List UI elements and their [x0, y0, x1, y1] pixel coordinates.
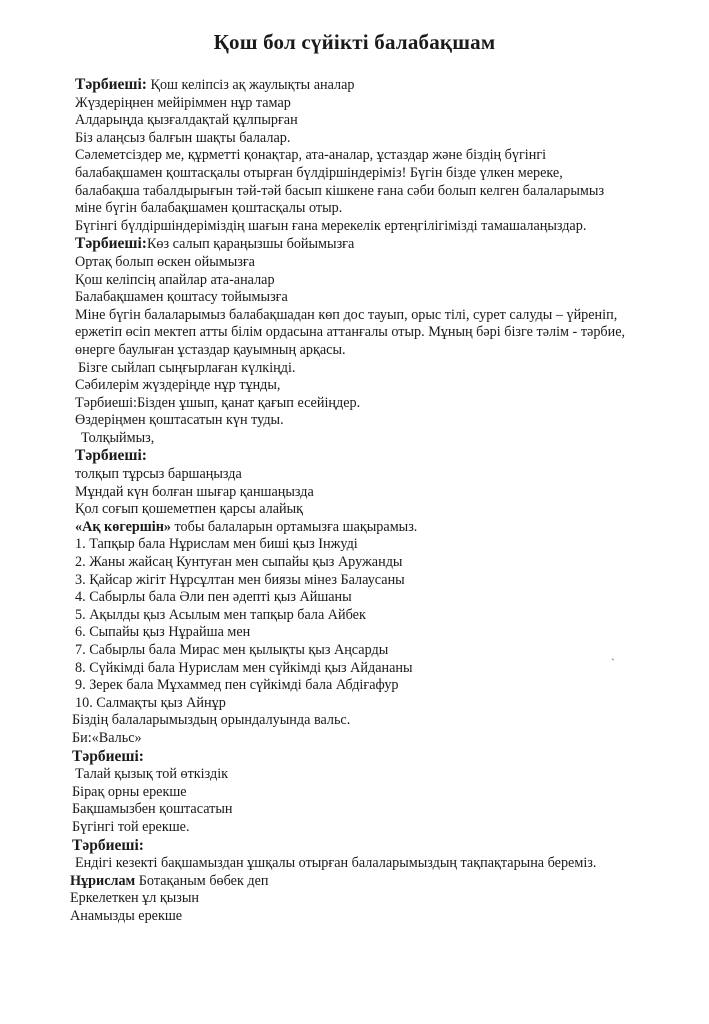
text-line: [75, 289, 695, 307]
line-text: Бірақ орны ерекше: [72, 783, 187, 800]
document-body: [70, 76, 695, 926]
line-text: Өздеріңмен қоштасатын күн туды.: [75, 412, 284, 429]
line-text: Толқыймыз,: [81, 429, 155, 446]
text-line: [72, 730, 695, 748]
line-text: міне бүгін балабақшамен қоштасқалы отыр.: [75, 200, 343, 217]
line-text: 4. Сабырлы бала Әли пен әдепті қыз Айшаны: [75, 589, 352, 606]
line-text: 6. Сыпайы қыз Нұрайша мен: [75, 624, 251, 641]
text-line: [75, 677, 695, 695]
text-line: [75, 660, 695, 678]
text-line: [72, 712, 695, 730]
line-text: Еркелеткен ұл қызын: [70, 890, 200, 907]
line-text: Қош келіпсіз ақ жаулықты аналар: [146, 77, 355, 93]
text-line: [75, 254, 695, 272]
text-line: [75, 642, 695, 660]
line-text: 8. Сүйкімді бала Нурислам мен сүйкімді қыз Айдананы: [75, 659, 413, 676]
speaker-label: Тәрбиеші:: [75, 235, 147, 253]
line-text: өнерге баулыған ұстаздар қауымның арқасы.: [75, 341, 346, 358]
line-text: Талай қызық той өткіздік: [75, 766, 229, 783]
text-line: [75, 360, 695, 378]
bold-text: «Ақ көгершін»: [75, 518, 171, 535]
line-text: Бізге сыйлап сыңғырлаған күлкіңді.: [78, 359, 296, 376]
text-line: [70, 873, 695, 891]
line-text: Ендігі кезекті бақшамыздан ұшқалы отырған балаларымыздың тақпақтарына береміз.: [75, 855, 597, 872]
text-line: [70, 908, 695, 926]
text-line: [75, 324, 695, 342]
text-line: [75, 112, 695, 130]
line-text: балабақша табалдырығын тәй-тәй басып кішкене ғана сәби болып келген балаларымыз: [75, 182, 605, 199]
text-line: [75, 76, 695, 95]
speaker-label: Тәрбиеші:: [72, 747, 144, 765]
text-line: [75, 95, 695, 113]
text-line: [75, 272, 695, 290]
line-text: 9. Зерек бала Мұхаммед пен сүйкімді бала Абдіғафур: [75, 677, 399, 694]
text-line: [75, 412, 695, 430]
text-line: [75, 395, 695, 413]
text-line: [75, 484, 695, 502]
text-line: [75, 235, 695, 254]
text-line: [75, 466, 695, 484]
line-text: Көз салып қараңызшы бойымызға: [146, 236, 355, 253]
text-line: [72, 748, 695, 767]
text-line: [75, 519, 695, 537]
text-line: [72, 784, 695, 802]
speaker-label: Тәрбиеші:: [72, 836, 144, 854]
text-line: [75, 147, 695, 165]
line-text: Мұндай күн болған шығар қаншаңызда: [75, 483, 314, 500]
text-line: [75, 536, 695, 554]
line-text: Балабақшамен қоштасу тойымызға: [75, 289, 288, 306]
text-line: [72, 855, 695, 873]
text-line: [75, 589, 695, 607]
text-line: [72, 837, 695, 856]
line-text: 3. Қайсар жігіт Нұрсұлтан мен биязы мінез Балаусаны: [75, 571, 405, 588]
line-text: Бүгінгі той ерекше.: [72, 818, 190, 835]
speaker-label: Тәрбиеші:: [75, 76, 147, 93]
stray-mark: `: [611, 656, 615, 670]
line-text: Бақшамызбен қоштасатын: [72, 801, 233, 818]
text-line: [72, 819, 695, 837]
text-line: [75, 624, 695, 642]
line-text: Ботақаным бөбек деп: [135, 872, 269, 889]
text-line: [75, 307, 695, 325]
text-line: [75, 342, 695, 360]
text-line: [75, 695, 695, 713]
line-text: Ортақ болып өскен ойымызға: [75, 253, 255, 270]
text-line: [75, 377, 695, 395]
text-line: [75, 607, 695, 625]
line-text: тобы балаларын ортамызға шақырамыз.: [170, 518, 418, 535]
text-line: [75, 430, 695, 448]
text-line: [75, 447, 695, 466]
text-line: [75, 501, 695, 519]
text-line: [75, 572, 695, 590]
line-text: Сәлеметсіздер ме, құрметті қонақтар, ата-аналар, ұстаздар және біздің бүгінгі: [75, 147, 547, 164]
text-line: [70, 890, 695, 908]
text-line: [72, 766, 695, 784]
text-line: [72, 801, 695, 819]
line-text: толқып тұрсыз баршаңызда: [75, 466, 242, 483]
line-text: 5. Ақылды қыз Асылым мен тапқыр бала Айбек: [75, 606, 366, 623]
line-text: 2. Жаны жайсаң Кунтуған мен сыпайы қыз Аружанды: [75, 554, 403, 571]
line-text: Сәбилерім жүздеріңде нұр тұнды,: [75, 377, 281, 394]
line-text: Қош келіпсің апайлар ата-аналар: [75, 271, 275, 288]
line-text: ержетіп өсіп мектеп атты білім ордасына аттанғалы отыр. Мұның бәрі бізге тәлім - тәрбие,: [75, 324, 626, 341]
line-text: Тәрбиеші:Бізден ұшып, қанат қағып есейіңдер.: [75, 394, 361, 411]
text-line: [75, 130, 695, 148]
line-text: Алдарыңда қызғалдақтай құлпырған: [75, 112, 298, 129]
line-text: 1. Тапқыр бала Нұрислам мен биші қыз Інжуді: [75, 536, 358, 553]
line-text: Бүгінгі бүлдіршіндеріміздің шағын ғана мерекелік ертеңгілігімізді тамашалаңыздар.: [75, 217, 587, 234]
text-line: [75, 554, 695, 572]
line-text: Жүздеріңнен мейіріммен нұр тамар: [75, 94, 291, 111]
line-text: Біздің балаларымыздың орындалуында вальс.: [72, 712, 351, 729]
line-text: 10. Салмақты қыз Айнұр: [75, 694, 226, 711]
text-line: [75, 165, 695, 183]
line-text: Анамызды ерекше: [70, 907, 183, 924]
line-text: 7. Сабырлы бала Мирас мен қылықты қыз Аңсарды: [75, 642, 389, 658]
line-text: Біз алаңсыз балғын шақты балалар.: [75, 129, 291, 146]
line-text: Би:«Вальс»: [72, 729, 142, 746]
line-text: Міне бүгін балаларымыз балабақшадан көп дос тауып, орыс тілі, сурет салуды – үйреніп,: [75, 306, 618, 323]
text-line: [75, 183, 695, 201]
line-text: балабақшамен қоштасқалы отырған бүлдіршіндеріміз! Бүгін бізде үлкен мереке,: [75, 164, 563, 181]
bold-text: Нұрислам: [70, 872, 136, 889]
text-line: [75, 218, 695, 236]
text-line: [75, 200, 695, 218]
document-title: Қош бол сүйікті балабақшам: [213, 30, 496, 54]
speaker-label: Тәрбиеші:: [75, 447, 147, 465]
line-text: Қол соғып қошеметпен қарсы алайық: [75, 501, 304, 518]
